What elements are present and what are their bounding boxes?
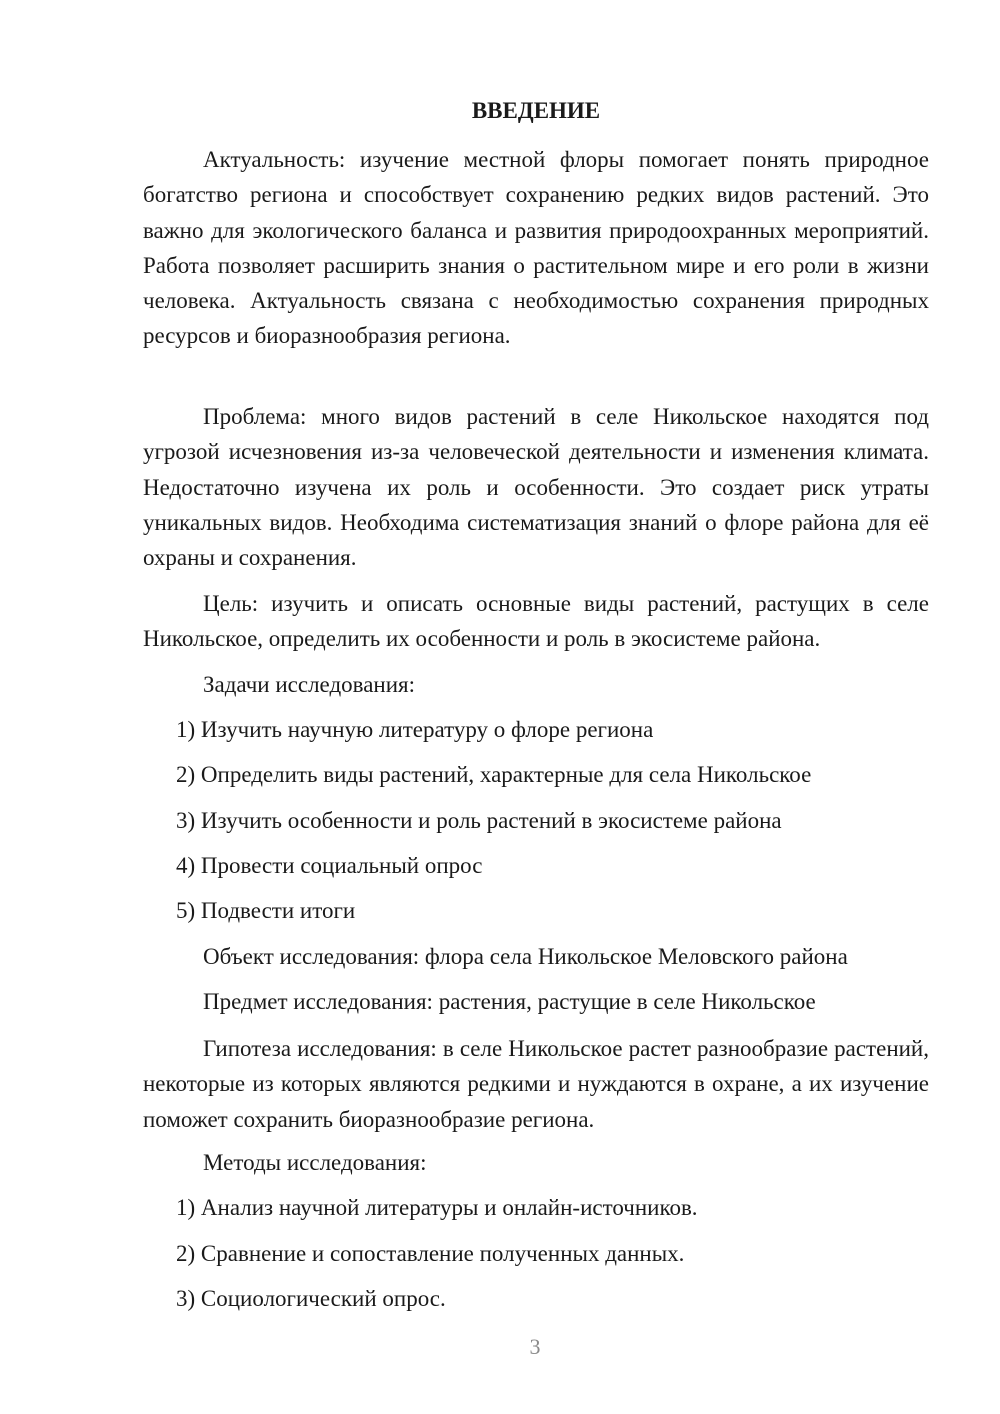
paragraph-hypothesis: Гипотеза исследования: в селе Никольское растет разнообразие растений, некоторые из которых являются редкими и нуждаются в охране, а их изучение поможет сохранить биоразнообразие региона.	[143, 1036, 929, 1132]
research-subject: Предмет исследования: растения, растущие в селе Никольское	[203, 989, 816, 1014]
list-item: 1) Анализ научной литературы и онлайн-источников.	[176, 1195, 698, 1220]
page-number: 3	[529, 1334, 541, 1359]
list-item: 4) Провести социальный опрос	[176, 853, 483, 878]
page-title: ВВЕДЕНИЕ	[471, 98, 601, 123]
methods-title: Методы исследования:	[203, 1150, 427, 1175]
list-item: 2) Сравнение и сопоставление полученных данных.	[176, 1241, 685, 1266]
list-item: 2) Определить виды растений, характерные для села Никольское	[176, 762, 812, 787]
paragraph-problem: Проблема: много видов растений в селе Никольское находятся под угрозой исчезновения из-за человеческой деятельности и изменения климата. Недостаточно изучена их роль и особенности. Это создает риск утраты уникальных видов. Необходима систематизация знаний о флоре района для её охраны и сохранения.	[143, 404, 929, 571]
list-item: 3) Изучить особенности и роль растений в экосистеме района	[176, 808, 782, 833]
paragraph-goal: Цель: изучить и описать основные виды растений, растущих в селе Никольское, определить их особенности и роль в экосистеме района.	[143, 591, 929, 652]
research-object: Объект исследования: флора села Никольское Меловского района	[203, 944, 848, 969]
list-item: 5) Подвести итоги	[176, 898, 356, 923]
tasks-title: Задачи исследования:	[203, 672, 416, 697]
list-item: 3) Социологический опрос.	[176, 1286, 446, 1311]
paragraph-relevance: Актуальность: изучение местной флоры помогает понять природное богатство региона и способствует сохранению редких видов растений. Это важно для экологического баланса и развития природоохранных мероприятий. Работа позволяет расширить знания о растительном мире и его роли в жизни человека. Актуальность связана с необходимостью сохранения природных ресурсов и биоразнообразия региона.	[143, 147, 929, 349]
list-item: 1) Изучить научную литературу о флоре региона	[176, 717, 654, 742]
